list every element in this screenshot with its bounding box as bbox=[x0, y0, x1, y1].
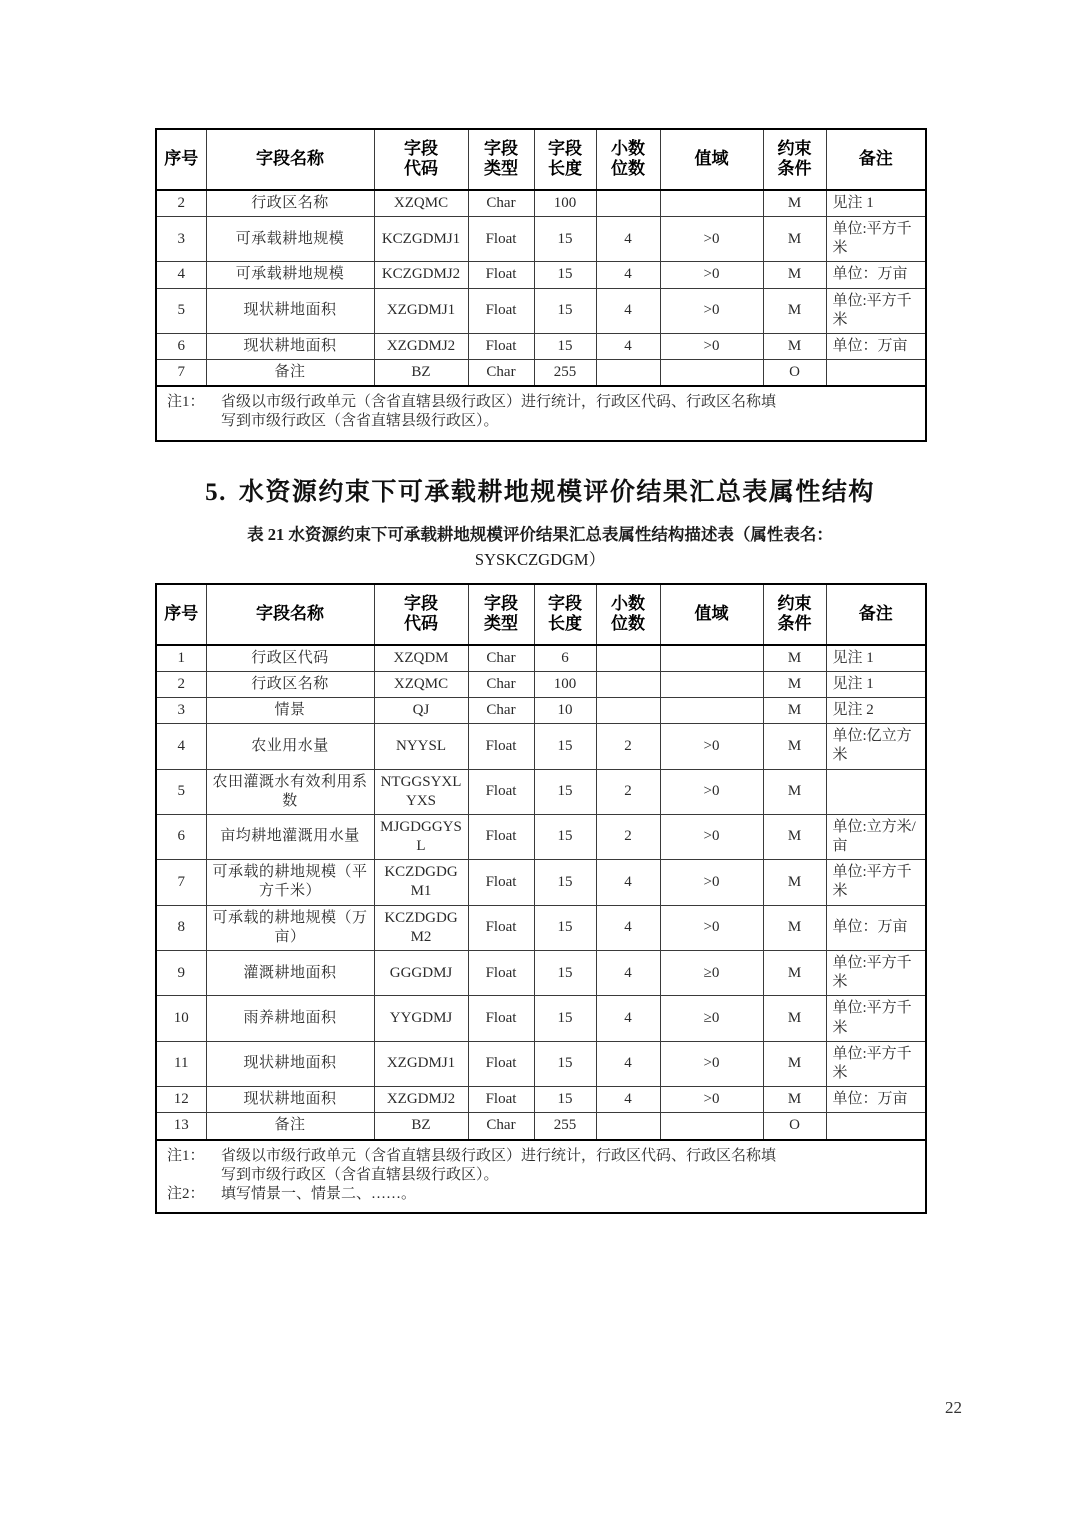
cell-field-name: 行政区代码 bbox=[206, 645, 374, 672]
cell-constraint: M bbox=[763, 216, 826, 261]
section-heading bbox=[155, 472, 925, 508]
cell-field-length: 15 bbox=[534, 769, 596, 814]
cell-field-type: Float bbox=[468, 905, 534, 950]
cell-decimals: 2 bbox=[596, 724, 660, 769]
cell-constraint: M bbox=[763, 288, 826, 333]
table-caption bbox=[155, 522, 925, 573]
table-row bbox=[156, 769, 926, 814]
cell-field-name: 现状耕地面积 bbox=[206, 288, 374, 333]
cell-constraint: O bbox=[763, 360, 826, 387]
cell-value-range bbox=[660, 645, 763, 672]
column-header-field-length bbox=[534, 129, 596, 190]
cell-value-range: >0 bbox=[660, 724, 763, 769]
cell-field-type: Float bbox=[468, 724, 534, 769]
cell-seq: 6 bbox=[156, 814, 206, 859]
cell-field-length: 6 bbox=[534, 645, 596, 672]
header-line-2: 代码 bbox=[404, 159, 438, 179]
cell-field-name: 农田灌溉水有效利用系数 bbox=[206, 769, 374, 814]
cell-field-code: KCZDGDGM2 bbox=[374, 905, 468, 950]
cell-constraint: M bbox=[763, 1041, 826, 1086]
cell-field-name: 灌溉耕地面积 bbox=[206, 951, 374, 996]
table-notes bbox=[156, 1140, 926, 1214]
table-row bbox=[156, 951, 926, 996]
cell-field-type: Float bbox=[468, 860, 534, 905]
cell-remark: 单位:平方千米 bbox=[826, 1041, 926, 1086]
table-body-continued bbox=[156, 190, 926, 441]
table-notes-row bbox=[156, 1140, 926, 1214]
column-header-field-length bbox=[534, 584, 596, 645]
cell-remark: 单位：万亩 bbox=[826, 333, 926, 359]
cell-constraint: M bbox=[763, 1087, 826, 1113]
cell-field-name: 可承载的耕地规模（万亩） bbox=[206, 905, 374, 950]
cell-field-type: Char bbox=[468, 360, 534, 387]
page-content bbox=[155, 128, 925, 1214]
table-notes bbox=[156, 386, 926, 440]
cell-field-type: Float bbox=[468, 1087, 534, 1113]
header-line-2: 位数 bbox=[611, 159, 645, 179]
cell-field-code: KCZDGDGM1 bbox=[374, 860, 468, 905]
table-body-main bbox=[156, 645, 926, 1214]
column-header-field-type bbox=[468, 129, 534, 190]
table-row bbox=[156, 697, 926, 723]
cell-field-length: 15 bbox=[534, 216, 596, 261]
cell-field-code: KCZGDMJ2 bbox=[374, 262, 468, 288]
cell-field-name: 情景 bbox=[206, 697, 374, 723]
table-row bbox=[156, 190, 926, 217]
cell-value-range: >0 bbox=[660, 1087, 763, 1113]
column-header-constraint bbox=[763, 584, 826, 645]
cell-seq: 2 bbox=[156, 671, 206, 697]
header-line-2: 类型 bbox=[484, 159, 518, 179]
cell-value-range: >0 bbox=[660, 288, 763, 333]
cell-field-length: 15 bbox=[534, 860, 596, 905]
cell-remark: 单位：万亩 bbox=[826, 262, 926, 288]
cell-field-code: QJ bbox=[374, 697, 468, 723]
cell-value-range: >0 bbox=[660, 216, 763, 261]
note-text-line: 写到市级行政区（含省直辖县级行政区）。 bbox=[221, 1166, 499, 1183]
cell-value-range: >0 bbox=[660, 814, 763, 859]
header-line-1: 约束 bbox=[777, 139, 812, 158]
cell-field-type: Float bbox=[468, 951, 534, 996]
cell-constraint: M bbox=[763, 671, 826, 697]
cell-field-length: 255 bbox=[534, 360, 596, 387]
header-line-2: 长度 bbox=[548, 159, 582, 179]
cell-constraint: M bbox=[763, 814, 826, 859]
cell-field-length: 15 bbox=[534, 996, 596, 1041]
table-row bbox=[156, 905, 926, 950]
cell-field-code: XZGDMJ1 bbox=[374, 1041, 468, 1086]
cell-decimals: 2 bbox=[596, 814, 660, 859]
cell-field-code: XZGDMJ1 bbox=[374, 288, 468, 333]
cell-remark: 见注 1 bbox=[826, 190, 926, 217]
cell-value-range bbox=[660, 1113, 763, 1140]
cell-field-code: XZGDMJ2 bbox=[374, 333, 468, 359]
table-header-row bbox=[156, 129, 926, 190]
cell-seq: 4 bbox=[156, 262, 206, 288]
cell-field-name: 现状耕地面积 bbox=[206, 333, 374, 359]
header-line-1: 小数 bbox=[611, 593, 645, 613]
table-row bbox=[156, 360, 926, 387]
cell-seq: 9 bbox=[156, 951, 206, 996]
cell-field-name: 亩均耕地灌溉用水量 bbox=[206, 814, 374, 859]
cell-value-range: >0 bbox=[660, 333, 763, 359]
header-line-2: 条件 bbox=[777, 159, 812, 179]
note-item bbox=[167, 1185, 915, 1204]
cell-field-name: 可承载耕地规模 bbox=[206, 262, 374, 288]
cell-field-type: Float bbox=[468, 216, 534, 261]
column-header-field-type bbox=[468, 584, 534, 645]
cell-seq: 7 bbox=[156, 360, 206, 387]
section-number: 5. bbox=[205, 478, 227, 506]
table-row bbox=[156, 996, 926, 1041]
column-header-remark: 备注 bbox=[826, 129, 926, 190]
note-label: 注1： bbox=[167, 394, 205, 411]
column-header-seq: 序号 bbox=[156, 584, 206, 645]
table-row bbox=[156, 262, 926, 288]
cell-constraint: M bbox=[763, 905, 826, 950]
cell-field-length: 15 bbox=[534, 288, 596, 333]
cell-seq: 2 bbox=[156, 190, 206, 217]
cell-field-name: 可承载的耕地规模（平方千米） bbox=[206, 860, 374, 905]
caption-line-1: 表 21 水资源约束下可承载耕地规模评价结果汇总表属性结构描述表（属性表名： bbox=[247, 524, 833, 544]
cell-value-range bbox=[660, 671, 763, 697]
table-row bbox=[156, 288, 926, 333]
cell-decimals bbox=[596, 697, 660, 723]
header-line-1: 字段 bbox=[548, 139, 582, 158]
cell-field-code: BZ bbox=[374, 1113, 468, 1140]
attribute-table-syskczgdgm bbox=[155, 583, 927, 1214]
column-header-value-range: 值域 bbox=[660, 584, 763, 645]
cell-constraint: M bbox=[763, 333, 826, 359]
table-row bbox=[156, 333, 926, 359]
cell-seq: 1 bbox=[156, 645, 206, 672]
cell-field-length: 255 bbox=[534, 1113, 596, 1140]
cell-field-type: Char bbox=[468, 645, 534, 672]
cell-field-type: Char bbox=[468, 1113, 534, 1140]
cell-seq: 6 bbox=[156, 333, 206, 359]
cell-field-name: 备注 bbox=[206, 360, 374, 387]
header-line-2: 类型 bbox=[484, 614, 518, 634]
cell-field-length: 15 bbox=[534, 905, 596, 950]
cell-remark: 单位:亿立方米 bbox=[826, 724, 926, 769]
cell-field-length: 15 bbox=[534, 262, 596, 288]
cell-field-name: 行政区名称 bbox=[206, 190, 374, 217]
column-header-field-code bbox=[374, 129, 468, 190]
table-row bbox=[156, 814, 926, 859]
column-header-field-name: 字段名称 bbox=[206, 584, 374, 645]
cell-field-name: 现状耕地面积 bbox=[206, 1087, 374, 1113]
note-text-line: 填写情景一、情景二、……。 bbox=[221, 1185, 417, 1202]
header-line-2: 长度 bbox=[548, 614, 582, 634]
cell-field-type: Float bbox=[468, 262, 534, 288]
cell-seq: 3 bbox=[156, 216, 206, 261]
cell-seq: 3 bbox=[156, 697, 206, 723]
cell-remark: 单位:平方千米 bbox=[826, 216, 926, 261]
table-row bbox=[156, 724, 926, 769]
cell-field-type: Float bbox=[468, 814, 534, 859]
cell-decimals: 4 bbox=[596, 1041, 660, 1086]
table-row bbox=[156, 645, 926, 672]
cell-decimals: 4 bbox=[596, 996, 660, 1041]
cell-field-code: NTGGSYXLYXS bbox=[374, 769, 468, 814]
cell-decimals bbox=[596, 360, 660, 387]
cell-constraint: M bbox=[763, 769, 826, 814]
cell-constraint: M bbox=[763, 190, 826, 217]
cell-seq: 5 bbox=[156, 288, 206, 333]
cell-constraint: M bbox=[763, 262, 826, 288]
note-item bbox=[167, 393, 915, 431]
cell-value-range: ≥0 bbox=[660, 951, 763, 996]
cell-decimals bbox=[596, 190, 660, 217]
cell-remark bbox=[826, 360, 926, 387]
cell-seq: 5 bbox=[156, 769, 206, 814]
cell-seq: 7 bbox=[156, 860, 206, 905]
cell-value-range: >0 bbox=[660, 769, 763, 814]
header-line-2: 位数 bbox=[611, 614, 645, 634]
cell-field-type: Float bbox=[468, 1041, 534, 1086]
note-text bbox=[221, 1185, 915, 1204]
cell-value-range: >0 bbox=[660, 1041, 763, 1086]
header-line-1: 字段 bbox=[404, 593, 438, 613]
cell-remark: 单位:平方千米 bbox=[826, 951, 926, 996]
cell-field-code: XZGDMJ2 bbox=[374, 1087, 468, 1113]
column-header-seq: 序号 bbox=[156, 129, 206, 190]
table-row bbox=[156, 860, 926, 905]
cell-field-code: NYYSL bbox=[374, 724, 468, 769]
page-number: 22 bbox=[945, 1398, 962, 1417]
cell-constraint: M bbox=[763, 645, 826, 672]
cell-field-code: YYGDMJ bbox=[374, 996, 468, 1041]
header-line-1: 字段 bbox=[484, 593, 518, 613]
cell-seq: 12 bbox=[156, 1087, 206, 1113]
note-label: 注2： bbox=[167, 1185, 205, 1202]
cell-field-code: XZQMC bbox=[374, 671, 468, 697]
cell-seq: 13 bbox=[156, 1113, 206, 1140]
cell-field-length: 15 bbox=[534, 951, 596, 996]
cell-seq: 11 bbox=[156, 1041, 206, 1086]
note-label: 注1： bbox=[167, 1147, 205, 1164]
cell-remark: 见注 1 bbox=[826, 671, 926, 697]
cell-decimals bbox=[596, 645, 660, 672]
cell-field-code: KCZGDMJ1 bbox=[374, 216, 468, 261]
cell-value-range bbox=[660, 697, 763, 723]
cell-decimals: 4 bbox=[596, 333, 660, 359]
cell-decimals: 4 bbox=[596, 262, 660, 288]
cell-field-code: BZ bbox=[374, 360, 468, 387]
cell-field-name: 可承载耕地规模 bbox=[206, 216, 374, 261]
cell-field-name: 备注 bbox=[206, 1113, 374, 1140]
cell-constraint: M bbox=[763, 951, 826, 996]
cell-field-code: MJGDGGYSL bbox=[374, 814, 468, 859]
cell-field-length: 10 bbox=[534, 697, 596, 723]
caption-line-2: SYSKCZGDGM） bbox=[474, 550, 606, 570]
note-text-line: 写到市级行政区（含省直辖县级行政区）。 bbox=[221, 413, 499, 430]
cell-seq: 4 bbox=[156, 724, 206, 769]
cell-field-length: 15 bbox=[534, 724, 596, 769]
cell-value-range: ≥0 bbox=[660, 996, 763, 1041]
header-line-2: 条件 bbox=[777, 614, 812, 634]
cell-field-name: 现状耕地面积 bbox=[206, 1041, 374, 1086]
cell-field-length: 15 bbox=[534, 333, 596, 359]
cell-field-type: Char bbox=[468, 671, 534, 697]
column-header-remark: 备注 bbox=[826, 584, 926, 645]
table-row bbox=[156, 216, 926, 261]
column-header-constraint bbox=[763, 129, 826, 190]
cell-decimals bbox=[596, 1113, 660, 1140]
column-header-value-range: 值域 bbox=[660, 129, 763, 190]
table-header-row bbox=[156, 584, 926, 645]
column-header-decimals bbox=[596, 129, 660, 190]
note-text-line: 省级以市级行政单元（含省直辖县级行政区）进行统计，行政区代码、行政区名称填 bbox=[221, 394, 777, 411]
cell-constraint: O bbox=[763, 1113, 826, 1140]
note-text bbox=[221, 1147, 915, 1185]
cell-remark: 见注 2 bbox=[826, 697, 926, 723]
cell-field-length: 100 bbox=[534, 671, 596, 697]
cell-remark: 见注 1 bbox=[826, 645, 926, 672]
table-notes-row bbox=[156, 386, 926, 440]
cell-field-code: XZQMC bbox=[374, 190, 468, 217]
cell-field-length: 15 bbox=[534, 1041, 596, 1086]
cell-decimals bbox=[596, 671, 660, 697]
cell-field-type: Char bbox=[468, 190, 534, 217]
header-line-1: 字段 bbox=[484, 139, 518, 158]
header-line-1: 字段 bbox=[404, 139, 438, 158]
cell-remark: 单位:平方千米 bbox=[826, 996, 926, 1041]
cell-seq: 8 bbox=[156, 905, 206, 950]
cell-field-name: 雨养耕地面积 bbox=[206, 996, 374, 1041]
header-line-1: 小数 bbox=[611, 139, 645, 158]
cell-field-code: XZQDM bbox=[374, 645, 468, 672]
cell-field-type: Char bbox=[468, 697, 534, 723]
table-row bbox=[156, 1113, 926, 1140]
cell-field-name: 行政区名称 bbox=[206, 671, 374, 697]
cell-decimals: 4 bbox=[596, 216, 660, 261]
cell-field-code: GGGDMJ bbox=[374, 951, 468, 996]
cell-field-type: Float bbox=[468, 333, 534, 359]
header-line-1: 字段 bbox=[548, 593, 582, 613]
cell-remark: 单位:立方米/亩 bbox=[826, 814, 926, 859]
column-header-decimals bbox=[596, 584, 660, 645]
cell-remark bbox=[826, 1113, 926, 1140]
column-header-field-code bbox=[374, 584, 468, 645]
cell-decimals: 4 bbox=[596, 951, 660, 996]
cell-remark: 单位:平方千米 bbox=[826, 860, 926, 905]
cell-constraint: M bbox=[763, 996, 826, 1041]
cell-constraint: M bbox=[763, 697, 826, 723]
cell-decimals: 2 bbox=[596, 769, 660, 814]
cell-field-name: 农业用水量 bbox=[206, 724, 374, 769]
cell-decimals: 4 bbox=[596, 905, 660, 950]
column-header-field-name: 字段名称 bbox=[206, 129, 374, 190]
cell-field-length: 100 bbox=[534, 190, 596, 217]
cell-remark: 单位：万亩 bbox=[826, 905, 926, 950]
section-title: 水资源约束下可承载耕地规模评价结果汇总表属性结构 bbox=[238, 478, 875, 506]
cell-remark: 单位:平方千米 bbox=[826, 288, 926, 333]
cell-decimals: 4 bbox=[596, 860, 660, 905]
table-row bbox=[156, 671, 926, 697]
header-line-1: 约束 bbox=[777, 593, 812, 613]
attribute-table-continued bbox=[155, 128, 927, 442]
cell-value-range: >0 bbox=[660, 262, 763, 288]
cell-field-type: Float bbox=[468, 288, 534, 333]
header-line-2: 代码 bbox=[404, 614, 438, 634]
cell-field-type: Float bbox=[468, 769, 534, 814]
cell-remark: 单位：万亩 bbox=[826, 1087, 926, 1113]
cell-field-length: 15 bbox=[534, 814, 596, 859]
cell-value-range bbox=[660, 360, 763, 387]
cell-seq: 10 bbox=[156, 996, 206, 1041]
cell-constraint: M bbox=[763, 724, 826, 769]
note-text bbox=[221, 393, 915, 431]
cell-value-range: >0 bbox=[660, 860, 763, 905]
cell-value-range: >0 bbox=[660, 905, 763, 950]
table-row bbox=[156, 1041, 926, 1086]
cell-decimals: 4 bbox=[596, 288, 660, 333]
cell-remark bbox=[826, 769, 926, 814]
note-text-line: 省级以市级行政单元（含省直辖县级行政区）进行统计，行政区代码、行政区名称填 bbox=[221, 1147, 777, 1164]
cell-decimals: 4 bbox=[596, 1087, 660, 1113]
cell-value-range bbox=[660, 190, 763, 217]
note-item bbox=[167, 1147, 915, 1185]
cell-constraint: M bbox=[763, 860, 826, 905]
table-row bbox=[156, 1087, 926, 1113]
cell-field-length: 15 bbox=[534, 1087, 596, 1113]
cell-field-type: Float bbox=[468, 996, 534, 1041]
